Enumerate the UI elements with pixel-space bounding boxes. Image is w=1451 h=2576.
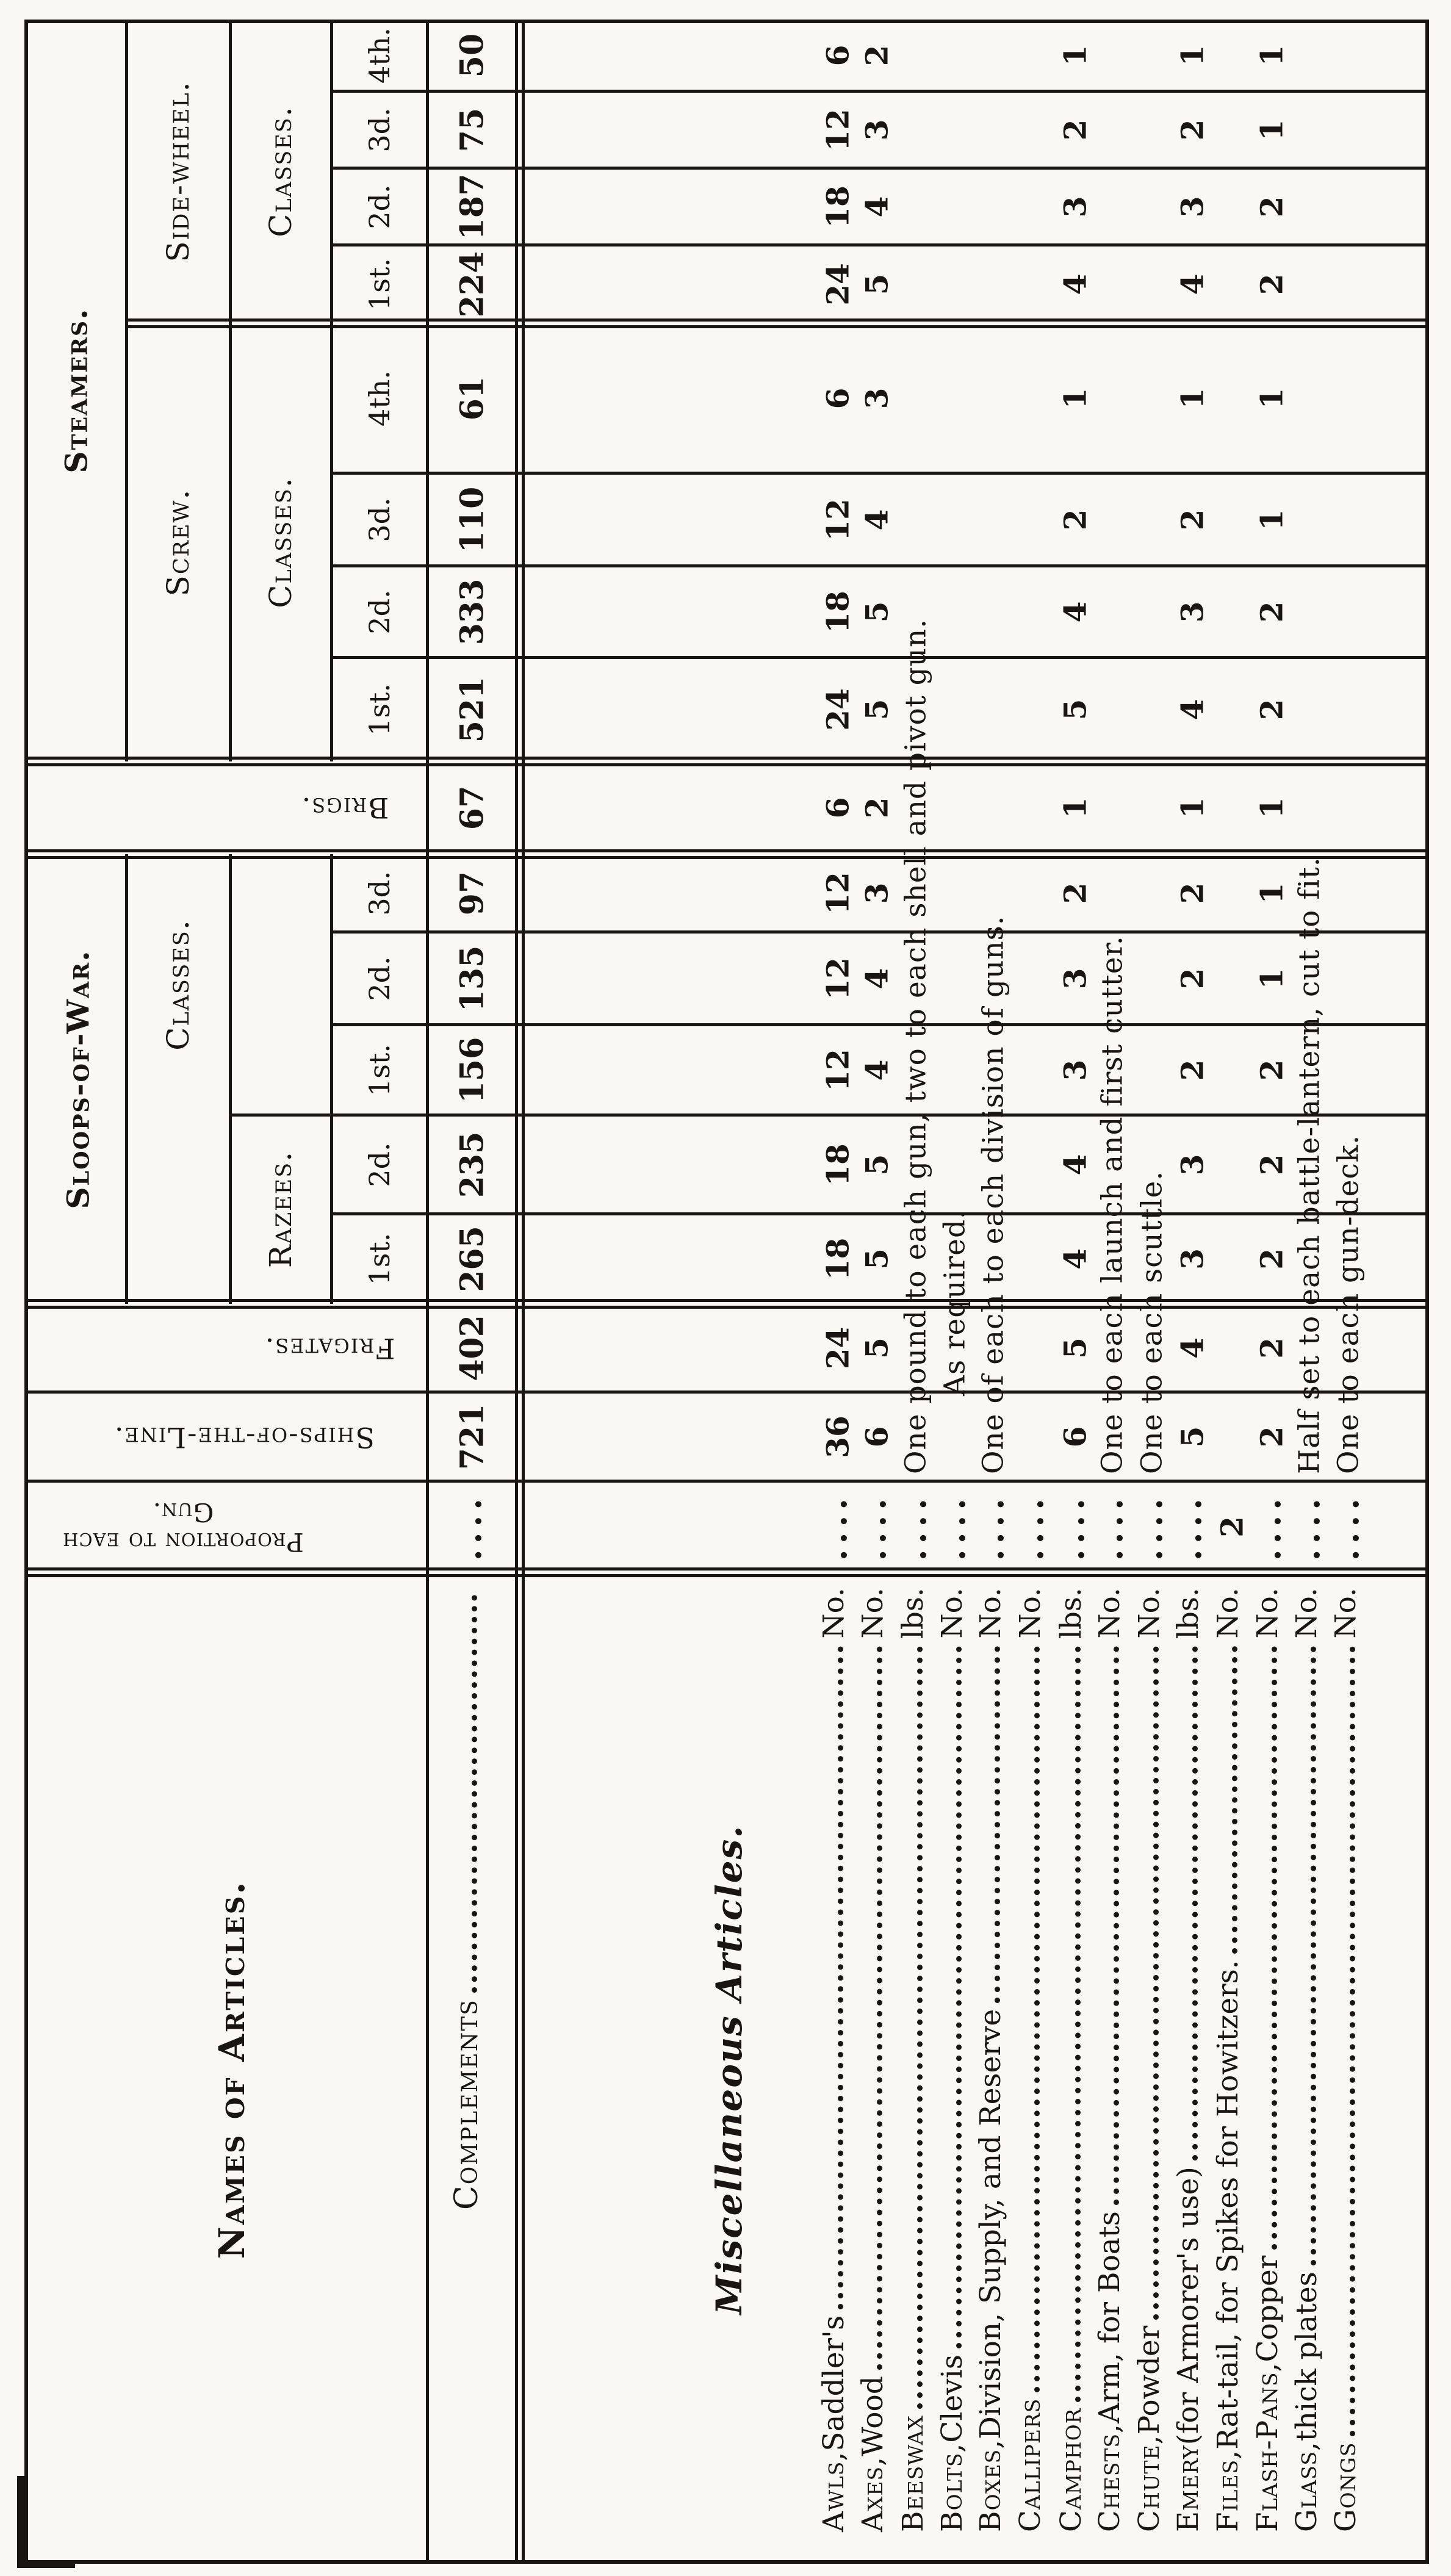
value-brigs: 1	[1174, 797, 1211, 819]
value-screw-3d: 2	[1174, 509, 1211, 531]
value-sidewheel-1st: 4	[1057, 273, 1093, 295]
value-frigates: 5	[859, 1337, 895, 1359]
sloops-classes-header: Classes.	[160, 919, 196, 1051]
article-note: Half set to each battle-lantern, cut to fit.	[1292, 857, 1327, 1474]
column-rule	[331, 1212, 1429, 1215]
row-rule	[125, 20, 128, 761]
article-name-row	[817, 1588, 851, 2532]
value-sidewheel-2d: 18	[819, 185, 856, 228]
article-unit: No.	[1290, 1588, 1323, 1639]
value-screw-3d: 2	[1057, 509, 1093, 531]
value-sidewheel-3d: 12	[819, 109, 856, 151]
article-unit: No.	[1132, 1588, 1166, 1639]
value-screw-1st: 5	[1057, 699, 1093, 721]
article-proportion-cell: ....	[1130, 1492, 1170, 1561]
column-rule	[331, 1023, 1429, 1026]
article-name-lead: Glass,	[1290, 2441, 1323, 2532]
complement-screw-2d: 333	[453, 578, 491, 646]
value-sidewheel-3d: 3	[859, 119, 895, 141]
sidewheel-classes-header: Classes.	[263, 106, 298, 237]
value-ships: 36	[819, 1416, 856, 1458]
value-sloops-1st: 2	[1174, 1059, 1211, 1081]
leader-dots	[917, 1646, 923, 2409]
value-razees-2d: 2	[1253, 1154, 1290, 1176]
column-rule	[24, 849, 1429, 859]
leader-dots	[1232, 1646, 1237, 1954]
article-unit: No.	[856, 1588, 890, 1639]
class-label-sloops-2d: 2d.	[363, 956, 396, 1001]
column-rule	[24, 757, 1429, 766]
article-name-lead: Chute,	[1132, 2434, 1166, 2532]
value-sidewheel-4th: 1	[1253, 45, 1290, 67]
value-screw-2d: 5	[859, 601, 895, 623]
article-proportion-cell: ....	[815, 1492, 854, 1561]
names-of-articles-header: Names of Articles.	[211, 1880, 253, 2259]
value-sloops-2d: 2	[1174, 968, 1211, 990]
article-name-lead: Axes,	[856, 2456, 890, 2532]
article-note: One to each gun-deck.	[1331, 1134, 1366, 1474]
brigs-column-header: Brigs.	[300, 791, 389, 824]
value-brigs: 6	[819, 797, 856, 819]
value-sidewheel-1st: 24	[819, 263, 856, 306]
article-unit: No.	[1251, 1588, 1284, 1639]
sloops-of-war-group-header: Sloops-of-War.	[60, 949, 96, 1209]
value-sloops-3d: 2	[1057, 882, 1093, 904]
miscellaneous-articles-heading: Miscellaneous Articles.	[708, 1824, 750, 2315]
value-screw-4th: 1	[1253, 387, 1290, 409]
class-label-screw-4th: 4th.	[363, 370, 396, 426]
column-rule	[331, 243, 1429, 246]
value-screw-4th: 1	[1057, 387, 1093, 409]
article-unit: No.	[1014, 1588, 1047, 1639]
complement-sidewheel-2d: 187	[453, 173, 491, 240]
value-brigs: 1	[1253, 797, 1290, 819]
value-screw-3d: 1	[1253, 509, 1290, 531]
class-label-sidewheel-2d: 2d.	[363, 184, 396, 229]
value-screw-2d: 18	[819, 591, 856, 633]
value-razees-1st: 18	[819, 1237, 856, 1281]
value-sloops-3d: 2	[1174, 882, 1211, 904]
value-sloops-1st: 3	[1057, 1059, 1093, 1081]
complements-row-stub	[448, 1588, 485, 2210]
article-proportion-cell: ....	[1090, 1492, 1130, 1561]
article-name-row	[1211, 1588, 1245, 2532]
article-note: One to each launch and first cutter.	[1095, 935, 1129, 1474]
complements-leader-dots	[472, 1595, 477, 1993]
complement-frigates: 402	[453, 1315, 491, 1381]
class-label-screw-2d: 2d.	[363, 589, 396, 635]
article-name-row	[1132, 1588, 1166, 2532]
article-name-rest: thick plates	[1290, 2272, 1323, 2442]
column-rule	[331, 930, 1429, 934]
value-razees-1st: 3	[1174, 1248, 1211, 1270]
value-sloops-1st: 12	[819, 1049, 856, 1092]
value-frigates: 24	[819, 1326, 856, 1370]
value-ships: 5	[1174, 1426, 1211, 1448]
class-label-razees-2d: 2d.	[363, 1142, 396, 1187]
value-screw-4th: 6	[819, 387, 856, 409]
article-unit: No.	[817, 1588, 851, 1639]
complement-screw-3d: 110	[453, 486, 491, 553]
value-sidewheel-4th: 1	[1057, 45, 1093, 67]
proportion-to-each-gun-column-header	[62, 1497, 304, 1557]
value-razees-1st: 5	[859, 1248, 895, 1270]
article-note: As required.	[938, 1209, 972, 1396]
article-name-lead: Chests,	[1093, 2423, 1126, 2532]
class-label-razees-1st: 1st.	[363, 1232, 396, 1286]
value-sidewheel-3d: 2	[1057, 119, 1093, 141]
value-sloops-1st: 4	[859, 1059, 895, 1081]
value-ships: 2	[1253, 1426, 1290, 1448]
value-sidewheel-2d: 3	[1057, 196, 1093, 218]
complement-brigs: 67	[453, 785, 491, 830]
screw-subgroup-header: Screw.	[160, 488, 196, 597]
article-proportion-cell: ....	[1011, 1492, 1051, 1561]
article-name-row	[1329, 1588, 1363, 2532]
article-note: One pound to each gun, two to each shell and pivot gun.	[899, 618, 933, 1474]
value-screw-1st: 24	[819, 688, 856, 731]
value-screw-4th: 3	[859, 387, 895, 409]
article-name-row	[1054, 1588, 1088, 2532]
sidewheel-subgroup-header: Side-wheel.	[160, 81, 196, 262]
row-rule	[515, 20, 525, 2564]
row-rule	[229, 854, 232, 1304]
value-sidewheel-2d: 3	[1174, 196, 1211, 218]
value-sloops-3d: 1	[1253, 882, 1290, 904]
article-unit: lbs.	[1054, 1588, 1088, 1639]
article-proportion-cell: ....	[894, 1492, 934, 1561]
value-brigs: 2	[859, 797, 895, 819]
steamers-group-header: Steamers.	[58, 308, 95, 473]
class-label-screw-3d: 3d.	[363, 497, 396, 542]
value-sidewheel-3d: 1	[1253, 119, 1290, 141]
value-razees-2d: 5	[859, 1154, 895, 1176]
value-razees-1st: 2	[1253, 1248, 1290, 1270]
complement-sloops-2d: 135	[453, 945, 491, 1012]
value-screw-3d: 4	[859, 509, 895, 531]
value-screw-1st: 2	[1253, 699, 1290, 721]
value-sloops-2d: 3	[1057, 968, 1093, 990]
value-sidewheel-2d: 4	[859, 196, 895, 218]
leader-dots	[877, 1646, 882, 2370]
value-frigates: 5	[1057, 1337, 1093, 1359]
article-name-lead: Camphor	[1054, 2408, 1088, 2532]
class-label-screw-1st: 1st.	[363, 683, 396, 736]
article-proportion-cell: ....	[933, 1492, 973, 1561]
article-name-row	[1290, 1588, 1323, 2532]
article-unit: No.	[1211, 1588, 1245, 1639]
row-rule	[125, 854, 128, 1304]
article-name-lead: Boxes,	[974, 2439, 1007, 2532]
article-unit: No.	[974, 1588, 1007, 1639]
article-proportion-cell: ....	[1052, 1492, 1092, 1561]
class-label-sloops-3d: 3d.	[363, 871, 396, 916]
leader-dots	[1311, 1646, 1316, 2266]
complement-sloops-1st: 156	[453, 1037, 491, 1104]
value-sidewheel-1st: 5	[859, 273, 895, 295]
class-label-sloops-1st: 1st.	[363, 1044, 396, 1096]
article-unit: No.	[935, 1588, 969, 1639]
value-sidewheel-2d: 2	[1253, 196, 1290, 218]
value-screw-2d: 4	[1057, 601, 1093, 623]
article-name-rest: Arm, for Boats	[1093, 2211, 1126, 2423]
leader-dots	[1153, 1646, 1159, 2320]
complement-sidewheel-1st: 224	[453, 251, 491, 318]
complement-sidewheel-4th: 50	[453, 33, 491, 78]
value-sloops-3d: 12	[819, 872, 856, 915]
article-name-row	[935, 1588, 969, 2532]
article-name-row	[856, 1588, 890, 2532]
frigates-column-header: Frigates.	[264, 1332, 395, 1365]
row-rule	[330, 854, 333, 1304]
value-screw-2d: 3	[1174, 601, 1211, 623]
complement-ships: 721	[453, 1403, 491, 1470]
complement-screw-1st: 521	[453, 676, 491, 743]
row-rule	[330, 20, 333, 761]
leader-dots	[1192, 1646, 1198, 2160]
article-name-row	[974, 1588, 1007, 2532]
article-name-rest: Division, Supply, and Reserve	[974, 2009, 1007, 2439]
article-proportion-cell: ....	[971, 1492, 1011, 1561]
proportion-header-line1: Proportion to each	[62, 1527, 304, 1557]
value-screw-3d: 12	[819, 498, 856, 541]
article-name-lead: Files,	[1211, 2449, 1245, 2532]
value-sidewheel-1st: 2	[1253, 273, 1290, 295]
article-name-lead: Awls,	[817, 2451, 851, 2532]
complement-proportion-dots: ....	[449, 1492, 489, 1561]
article-name-lead: Emery	[1172, 2445, 1205, 2532]
leader-dots	[956, 1646, 962, 2349]
row-rule	[229, 20, 232, 761]
class-label-sidewheel-3d: 3d.	[363, 107, 396, 153]
screw-classes-header: Classes.	[263, 477, 298, 608]
article-name-rest: Copper	[1251, 2255, 1284, 2362]
column-rule	[331, 90, 1429, 93]
complement-razees-2d: 235	[453, 1131, 491, 1198]
article-name-row	[1014, 1588, 1047, 2532]
article-note: One of each to each division of guns.	[976, 915, 1010, 1474]
value-screw-1st: 5	[859, 699, 895, 721]
column-rule	[331, 472, 1429, 475]
article-name-row	[1172, 1588, 1205, 2532]
proportion-header-line2: Gun.	[152, 1497, 214, 1527]
article-name-lead: Bolts,	[935, 2442, 969, 2532]
column-rule	[331, 167, 1429, 170]
ships-of-the-line-column-header: Ships-of-the-Line.	[113, 1421, 375, 1454]
article-name-row	[1093, 1588, 1126, 2532]
column-rule	[126, 318, 1429, 328]
article-name-row	[896, 1588, 930, 2532]
class-label-sidewheel-1st: 1st.	[363, 258, 396, 311]
value-sidewheel-4th: 1	[1174, 45, 1211, 67]
article-unit: lbs.	[1172, 1588, 1205, 1639]
value-razees-2d: 3	[1174, 1154, 1211, 1176]
article-name-rest: Clevis	[935, 2355, 969, 2443]
value-sidewheel-1st: 4	[1174, 273, 1211, 295]
column-rule	[331, 656, 1429, 659]
article-proportion-cell: ....	[1287, 1492, 1327, 1561]
value-ships: 6	[1057, 1426, 1093, 1448]
article-proportion-cell: ....	[1327, 1492, 1366, 1561]
leader-dots	[995, 1646, 1000, 2003]
article-name-lead: Gongs	[1329, 2442, 1363, 2532]
article-proportion-cell: ....	[1248, 1492, 1288, 1561]
value-frigates: 2	[1253, 1337, 1290, 1359]
leader-dots	[1034, 1646, 1040, 2392]
class-label-sidewheel-4th: 4th.	[363, 27, 396, 84]
article-name-rest: (for Armorer's use)	[1172, 2167, 1205, 2445]
value-frigates: 4	[1174, 1337, 1211, 1359]
article-name-rest: Powder	[1132, 2325, 1166, 2435]
value-sidewheel-3d: 2	[1174, 119, 1211, 141]
article-name-rest: Rat-tail, for Spikes for Howitzers.	[1211, 1960, 1245, 2450]
article-name-lead: Beeswax	[896, 2415, 930, 2532]
razees-header: Razees.	[263, 1150, 298, 1268]
article-name-rest: Wood	[856, 2376, 890, 2456]
leader-dots	[1350, 1646, 1355, 2436]
complement-sloops-3d: 97	[453, 871, 491, 916]
value-sloops-3d: 3	[859, 882, 895, 904]
complement-sidewheel-3d: 75	[453, 107, 491, 153]
value-screw-4th: 1	[1174, 387, 1211, 409]
leader-dots	[1114, 1646, 1119, 2206]
article-name-lead: Flash-Pans,	[1251, 2362, 1284, 2532]
complement-screw-4th: 61	[453, 376, 491, 421]
row-rule	[426, 20, 429, 2564]
value-sloops-2d: 1	[1253, 968, 1290, 990]
column-rule	[230, 1114, 1429, 1117]
complement-razees-1st: 265	[453, 1226, 491, 1292]
value-sloops-2d: 4	[859, 968, 895, 990]
column-rule	[24, 1299, 1429, 1309]
value-sloops-1st: 2	[1253, 1059, 1290, 1081]
value-razees-2d: 18	[819, 1143, 856, 1186]
article-unit: No.	[1093, 1588, 1126, 1639]
value-razees-1st: 4	[1057, 1248, 1093, 1270]
column-rule	[331, 564, 1429, 567]
article-proportion-cell: 2	[1214, 1516, 1250, 1538]
column-rule	[24, 1567, 1429, 1577]
value-brigs: 1	[1057, 797, 1093, 819]
value-ships: 6	[859, 1426, 895, 1448]
column-rule	[24, 1480, 1429, 1483]
article-name-rest: Saddler's	[817, 2315, 851, 2452]
complements-label: Complements	[448, 1999, 485, 2210]
article-note: One to each scuttle.	[1135, 1170, 1169, 1474]
leader-dots	[1272, 1646, 1277, 2250]
value-razees-2d: 4	[1057, 1154, 1093, 1176]
article-unit: No.	[1329, 1588, 1363, 1639]
article-unit: lbs.	[896, 1588, 930, 1639]
article-proportion-cell: ....	[1169, 1492, 1209, 1561]
article-proportion-cell: ....	[854, 1492, 893, 1561]
value-sloops-2d: 12	[819, 957, 856, 1000]
value-screw-1st: 4	[1174, 699, 1211, 721]
leader-dots	[1075, 1646, 1081, 2402]
value-sidewheel-4th: 6	[819, 45, 856, 67]
column-rule	[24, 1391, 1429, 1394]
scan-edge-artifact-vertical	[17, 2476, 25, 2567]
article-name-lead: Callipers	[1014, 2398, 1047, 2532]
scan-edge-artifact-horizontal	[17, 2560, 75, 2568]
article-name-row	[1251, 1588, 1284, 2532]
value-sidewheel-4th: 2	[859, 45, 895, 67]
leader-dots	[838, 1646, 843, 2309]
value-screw-2d: 2	[1253, 601, 1290, 623]
